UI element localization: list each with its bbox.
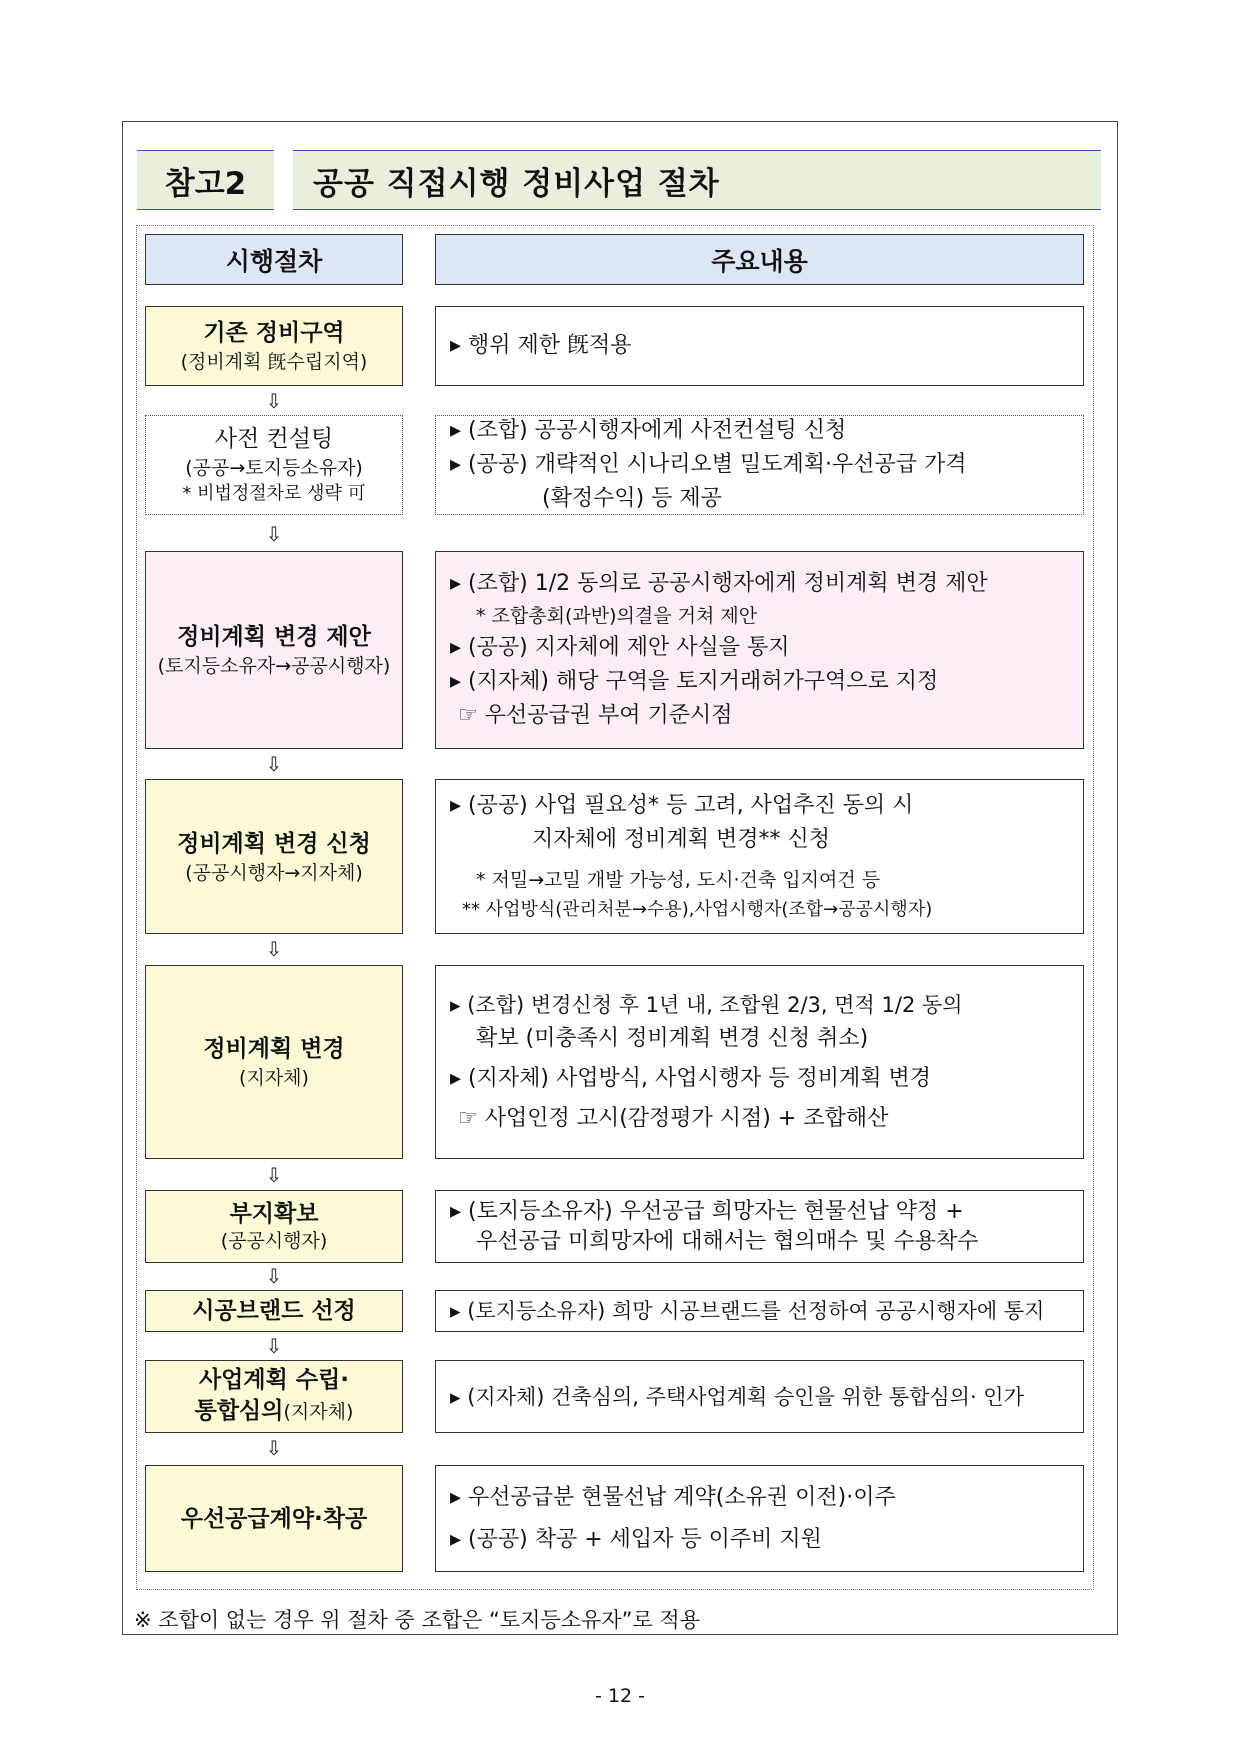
step-existing-zone [145, 306, 403, 386]
content-site-acquisition [435, 1190, 1084, 1263]
content-line: ▸ (공공) 개략적인 시나리오별 밀도계획·우선공급 가격 [450, 452, 967, 477]
step-brand-selection [145, 1290, 403, 1332]
content-business-plan [435, 1360, 1084, 1433]
content-plan-change-application [435, 779, 1084, 934]
content-line: 확보 (미충족시 정비계획 변경 신청 취소) [476, 1026, 869, 1051]
content-note: ** 사업방식(관리처분→수용),사업시행자(조합→공공시행자) [462, 898, 933, 920]
step-title: 시공브랜드 선정 [192, 1298, 356, 1324]
step-title: 정비계획 변경 [203, 1036, 345, 1062]
content-line: (확정수익) 등 제공 [542, 486, 722, 511]
flow-arrow-icon: ⇩ [265, 1264, 283, 1288]
step-supply-contract [145, 1465, 403, 1572]
flow-arrow-icon: ⇩ [265, 389, 283, 413]
content-line: ☞ 사업인정 고시(감정평가 시점) + 조합해산 [458, 1106, 889, 1131]
step-subtitle: (공공시행자) [220, 1229, 328, 1252]
step-title: 사전 컨설팅 [214, 426, 334, 452]
step-title-line2 [195, 1395, 354, 1428]
step-business-plan [145, 1360, 403, 1433]
step-subtitle: (지자체) [239, 1067, 309, 1089]
content-line: ▸ (공공) 착공 + 세입자 등 이주비 지원 [450, 1526, 822, 1552]
content-line: ▸ (조합) 1/2 동의로 공공시행자에게 정비계획 변경 제안 [450, 571, 988, 596]
content-line: ▸ (토지등소유자) 희망 시공브랜드를 선정하여 공공시행자에 통지 [450, 1299, 1045, 1323]
content-line: 지자체에 정비계획 변경** 신청 [532, 826, 831, 852]
content-existing-zone [435, 306, 1084, 386]
step-subtitle: (공공→토지등소유자) [185, 457, 363, 479]
content-line: ▸ (조합) 공공시행자에게 사전컨설팅 신청 [450, 418, 847, 443]
step-plan-change [145, 965, 403, 1159]
step-note: * 비법정절차로 생략 可 [182, 483, 366, 504]
step-plan-change-application [145, 779, 403, 934]
content-note: * 조합총회(과반)의결을 거쳐 제안 [476, 605, 758, 627]
content-line: ▸ 우선공급분 현물선납 계약(소유권 이전)·이주 [450, 1484, 896, 1510]
content-supply-contract [435, 1465, 1084, 1572]
step-title: 정비계획 변경 신청 [177, 830, 371, 857]
content-line: ▸ (토지등소유자) 우선공급 희망자는 현물선납 약정 + [450, 1198, 964, 1224]
column-header-content: 주요내용 [435, 234, 1084, 285]
step-subtitle: (공공시행자→지자체) [185, 861, 363, 884]
flow-arrow-icon: ⇩ [265, 1163, 283, 1187]
step-subtitle: (정비계획 旣수립지역) [180, 351, 368, 373]
column-header-procedure: 시행절차 [145, 234, 403, 285]
content-line: 우선공급 미희망자에 대해서는 협의매수 및 수용착수 [476, 1228, 979, 1254]
content-line: ▸ (지자체) 사업방식, 사업시행자 등 정비계획 변경 [450, 1066, 931, 1091]
reference-tag: 참고2 [137, 150, 274, 210]
step-title: 정비계획 변경 제안 [177, 624, 371, 650]
step-subtitle: (토지등소유자→공공시행자) [157, 655, 391, 677]
step-plan-change-proposal [145, 551, 403, 749]
step-title: 사업계획 수립· [198, 1367, 350, 1393]
content-note: * 저밀→고밀 개발 가능성, 도시·건축 입지여건 등 [476, 868, 881, 891]
step-title: 우선공급계약·착공 [180, 1505, 368, 1532]
flow-arrow-icon: ⇩ [265, 752, 283, 776]
content-line: ☞ 우선공급권 부여 기준시점 [458, 703, 733, 728]
page-title: 공공 직접시행 정비사업 절차 [293, 150, 1101, 210]
flow-arrow-icon: ⇩ [265, 1334, 283, 1358]
flow-arrow-icon: ⇩ [265, 937, 283, 961]
step-pre-consulting [145, 415, 403, 515]
content-pre-consulting [435, 415, 1084, 515]
content-line: ▸ (지자체) 건축심의, 주택사업계획 승인을 위한 통합심의· 인가 [450, 1384, 1024, 1409]
step-site-acquisition [145, 1190, 403, 1263]
flow-arrow-icon: ⇩ [265, 522, 283, 546]
flow-arrow-icon: ⇩ [265, 1436, 283, 1460]
step-subtitle: (지자체) [283, 1401, 354, 1423]
page-number: - 12 - [595, 1685, 645, 1707]
step-title: 기존 정비구역 [203, 320, 345, 346]
content-line: ▸ (조합) 변경신청 후 1년 내, 조합원 2/3, 면적 1/2 동의 [450, 993, 963, 1017]
content-line: ▸ (공공) 사업 필요성* 등 고려, 사업추진 동의 시 [450, 792, 914, 818]
step-title: 부지확보 [229, 1200, 319, 1227]
content-line: ▸ (지자체) 해당 구역을 토지거래허가구역으로 지정 [450, 669, 939, 694]
footnote: ※ 조합이 없는 경우 위 절차 중 조합은 “토지등소유자”로 적용 [134, 1608, 701, 1632]
content-plan-change-proposal [435, 551, 1084, 749]
step-title-part: 통합심의 [194, 1398, 284, 1424]
content-plan-change [435, 965, 1084, 1159]
content-line: ▸ 행위 제한 旣적용 [450, 333, 632, 358]
content-line: ▸ (공공) 지자체에 제안 사실을 통지 [450, 635, 790, 660]
content-brand-selection [435, 1290, 1084, 1332]
